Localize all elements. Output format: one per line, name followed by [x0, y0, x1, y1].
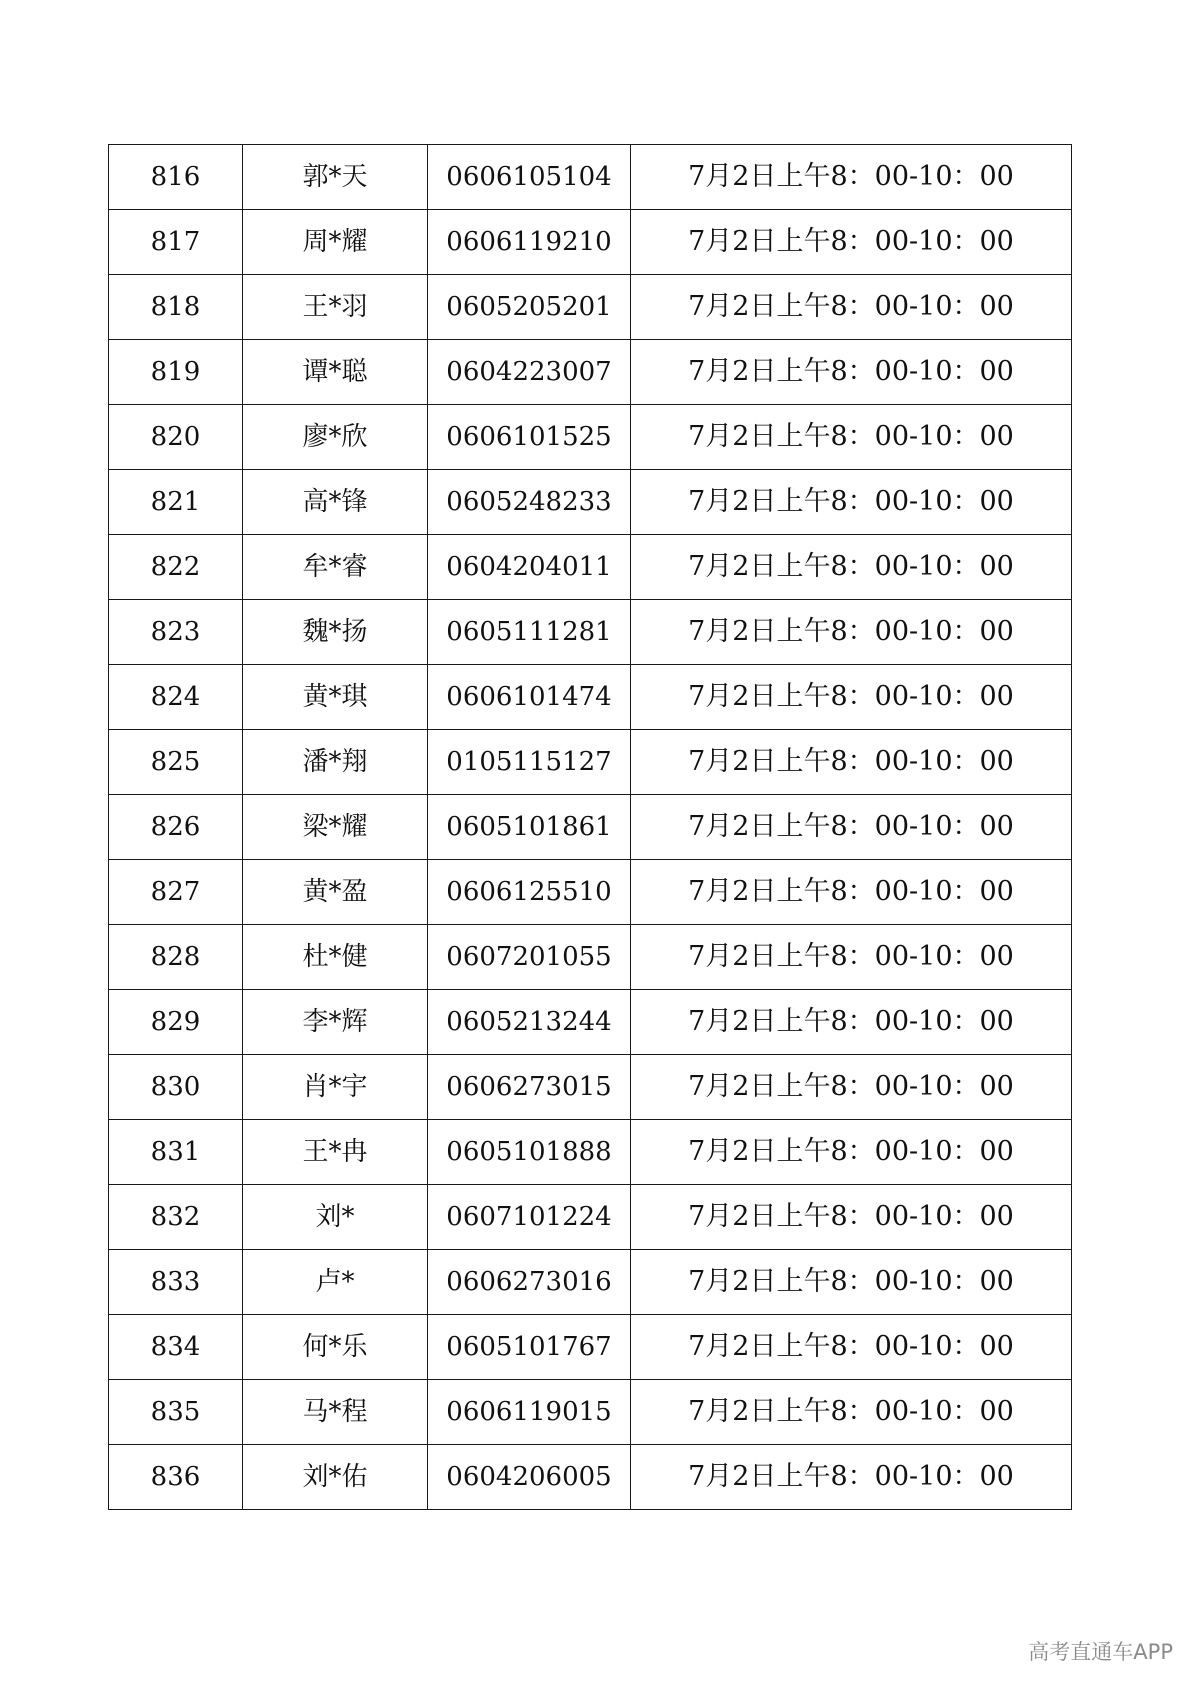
row-number-cell: 827: [109, 860, 243, 925]
table-row: [109, 405, 1072, 470]
row-number-cell: 819: [109, 340, 243, 405]
row-number-cell: 817: [109, 210, 243, 275]
table-row: [109, 1055, 1072, 1120]
name-cell: 谭*聪: [243, 340, 428, 405]
table-row: [109, 145, 1072, 210]
name-cell: 廖*欣: [243, 405, 428, 470]
time-cell: 7月2日上午8：00-10：00: [631, 1380, 1072, 1445]
time-cell: 7月2日上午8：00-10：00: [631, 1055, 1072, 1120]
time-cell: 7月2日上午8：00-10：00: [631, 275, 1072, 340]
row-number-cell: 829: [109, 990, 243, 1055]
row-number-cell: 824: [109, 665, 243, 730]
name-cell: 王*羽: [243, 275, 428, 340]
name-cell: 李*辉: [243, 990, 428, 1055]
time-cell: 7月2日上午8：00-10：00: [631, 1250, 1072, 1315]
time-cell: 7月2日上午8：00-10：00: [631, 600, 1072, 665]
time-cell: 7月2日上午8：00-10：00: [631, 795, 1072, 860]
table-row: [109, 795, 1072, 860]
name-cell: 高*锋: [243, 470, 428, 535]
name-cell: 刘*: [243, 1185, 428, 1250]
roster-table: [108, 144, 1072, 1510]
time-cell: 7月2日上午8：00-10：00: [631, 990, 1072, 1055]
id-cell: 0606273015: [428, 1055, 631, 1120]
name-cell: 郭*天: [243, 145, 428, 210]
table-row: [109, 1445, 1072, 1510]
time-cell: 7月2日上午8：00-10：00: [631, 860, 1072, 925]
id-cell: 0105115127: [428, 730, 631, 795]
id-cell: 0605101861: [428, 795, 631, 860]
row-number-cell: 832: [109, 1185, 243, 1250]
time-cell: 7月2日上午8：00-10：00: [631, 145, 1072, 210]
id-cell: 0604204011: [428, 535, 631, 600]
time-cell: 7月2日上午8：00-10：00: [631, 665, 1072, 730]
id-cell: 0605248233: [428, 470, 631, 535]
row-number-cell: 830: [109, 1055, 243, 1120]
time-cell: 7月2日上午8：00-10：00: [631, 1445, 1072, 1510]
time-cell: 7月2日上午8：00-10：00: [631, 210, 1072, 275]
name-cell: 牟*睿: [243, 535, 428, 600]
id-cell: 0604206005: [428, 1445, 631, 1510]
row-number-cell: 823: [109, 600, 243, 665]
table-row: [109, 1380, 1072, 1445]
row-number-cell: 820: [109, 405, 243, 470]
table-row: [109, 990, 1072, 1055]
row-number-cell: 818: [109, 275, 243, 340]
row-number-cell: 831: [109, 1120, 243, 1185]
time-cell: 7月2日上午8：00-10：00: [631, 340, 1072, 405]
name-cell: 梁*耀: [243, 795, 428, 860]
time-cell: 7月2日上午8：00-10：00: [631, 925, 1072, 990]
name-cell: 王*冉: [243, 1120, 428, 1185]
roster-table-body: [109, 145, 1072, 1510]
time-cell: 7月2日上午8：00-10：00: [631, 1120, 1072, 1185]
name-cell: 魏*扬: [243, 600, 428, 665]
name-cell: 卢*: [243, 1250, 428, 1315]
name-cell: 黄*琪: [243, 665, 428, 730]
table-row: [109, 340, 1072, 405]
name-cell: 杜*健: [243, 925, 428, 990]
table-row: [109, 1120, 1072, 1185]
table-row: [109, 600, 1072, 665]
table-row: [109, 665, 1072, 730]
table-row: [109, 535, 1072, 600]
table-row: [109, 275, 1072, 340]
table-row: [109, 925, 1072, 990]
time-cell: 7月2日上午8：00-10：00: [631, 405, 1072, 470]
table-row: [109, 210, 1072, 275]
id-cell: 0605111281: [428, 600, 631, 665]
time-cell: 7月2日上午8：00-10：00: [631, 1315, 1072, 1380]
id-cell: 0607201055: [428, 925, 631, 990]
name-cell: 潘*翔: [243, 730, 428, 795]
watermark-text: 高考直通车APP: [1028, 1640, 1173, 1664]
id-cell: 0606119210: [428, 210, 631, 275]
name-cell: 周*耀: [243, 210, 428, 275]
id-cell: 0605205201: [428, 275, 631, 340]
table-row: [109, 1250, 1072, 1315]
row-number-cell: 821: [109, 470, 243, 535]
time-cell: 7月2日上午8：00-10：00: [631, 535, 1072, 600]
id-cell: 0606125510: [428, 860, 631, 925]
name-cell: 黄*盈: [243, 860, 428, 925]
time-cell: 7月2日上午8：00-10：00: [631, 730, 1072, 795]
name-cell: 肖*宇: [243, 1055, 428, 1120]
row-number-cell: 822: [109, 535, 243, 600]
table-row: [109, 860, 1072, 925]
name-cell: 刘*佑: [243, 1445, 428, 1510]
row-number-cell: 835: [109, 1380, 243, 1445]
time-cell: 7月2日上午8：00-10：00: [631, 470, 1072, 535]
id-cell: 0605101888: [428, 1120, 631, 1185]
id-cell: 0604223007: [428, 340, 631, 405]
row-number-cell: 816: [109, 145, 243, 210]
name-cell: 马*程: [243, 1380, 428, 1445]
id-cell: 0607101224: [428, 1185, 631, 1250]
table-row: [109, 1185, 1072, 1250]
row-number-cell: 834: [109, 1315, 243, 1380]
row-number-cell: 828: [109, 925, 243, 990]
name-cell: 何*乐: [243, 1315, 428, 1380]
row-number-cell: 833: [109, 1250, 243, 1315]
id-cell: 0606101474: [428, 665, 631, 730]
id-cell: 0605101767: [428, 1315, 631, 1380]
table-row: [109, 470, 1072, 535]
row-number-cell: 836: [109, 1445, 243, 1510]
time-cell: 7月2日上午8：00-10：00: [631, 1185, 1072, 1250]
table-row: [109, 1315, 1072, 1380]
id-cell: 0606119015: [428, 1380, 631, 1445]
id-cell: 0606105104: [428, 145, 631, 210]
table-row: [109, 730, 1072, 795]
row-number-cell: 826: [109, 795, 243, 860]
row-number-cell: 825: [109, 730, 243, 795]
id-cell: 0605213244: [428, 990, 631, 1055]
id-cell: 0606101525: [428, 405, 631, 470]
id-cell: 0606273016: [428, 1250, 631, 1315]
